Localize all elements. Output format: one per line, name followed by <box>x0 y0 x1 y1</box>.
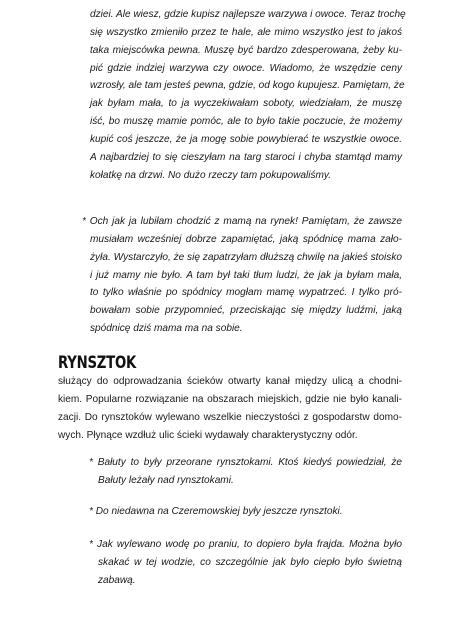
text-line: musiałam wcześniej dobrze zapamiętać, jaką spódnicę mama zało- <box>90 233 402 245</box>
quote-paragraph-czeremowska <box>89 503 402 521</box>
text-line: taka miejscówka pewna. Muszę być bardzo zdesperowana, żeby ku- <box>90 44 402 56</box>
quote-paragraph-laundry-water <box>89 536 402 590</box>
text-line: się wszystko zmieniło przez te hale, ale mimo wszystko jest to jakoś <box>90 26 402 38</box>
text-line: * Do niedawna na Czeremowskiej były jeszcze rynsztoki. <box>89 506 343 517</box>
entry-definition <box>58 373 402 444</box>
text-line: i już mamy nie było. A tam był taki tłum ludzi, że jak ja byłam mała, <box>90 269 402 281</box>
quote-paragraph-market <box>90 6 406 184</box>
quote-paragraph-baluty <box>89 454 402 490</box>
text-line: bowałam sobie przypomnieć, przeciskając się między ludźmi, jaką <box>90 305 402 317</box>
text-line: to tylko właśnie po spódnicy mogłam mamę wypatrzeć. I tylko pró- <box>90 287 402 299</box>
text-line: kiem. Popularne rozwiązanie na obszarach miejskich, gdzie nie było kanali- <box>58 393 402 405</box>
text-line: dziei. Ale wiesz, gdzie kupisz najlepsze warzywa i owoce. Teraz trochę <box>90 9 406 20</box>
text-line: wych. Płynące wzdłuż ulic ścieki wydawały charakterystyczny odór. <box>58 429 358 441</box>
quote-paragraph-skirt <box>82 213 402 338</box>
text-line: kupić coś jeszcze, że ja mogę sobie powybierać te wszystkie owoce. <box>90 133 402 145</box>
text-line: wzrosły, ale tam jesteś pewna, gdzie, od kogo kupujesz. Pamiętam, że <box>90 80 405 92</box>
text-line: spódnicę dziś mama ma na sobie. <box>90 323 243 335</box>
text-line: żyła. Wystarczyło, że się zapatrzyłam dłuższą chwilę na jakieś stoisko <box>90 251 402 263</box>
text-line: * Jak wylewano wodę po praniu, to dopiero była frajda. Można było <box>89 539 402 550</box>
text-line: skakać w tej wodzie, co szczególnie jak było ciepło było świetną <box>98 556 402 568</box>
text-line: jak byłam mała, to ja wyczekiwałam soboty, wiedziałam, że muszę <box>90 98 402 110</box>
text-line: pić gdzie indziej warzywa czy owoce. Wiadomo, że wszędzie ceny <box>90 62 402 74</box>
text-line: zabawą. <box>98 574 136 586</box>
text-line: kołatkę na drzwi. No dużo rzeczy tam pokupowaliśmy. <box>90 169 332 181</box>
text-line: zacji. Do rynsztoków wylewano wszelkie nieczystości z gospodarstw domo- <box>58 411 402 423</box>
text-line: * Bałuty to były przeorane rynsztokami. Ktoś kiedyś powiedział, że <box>89 457 402 468</box>
entry-heading: RYNSZTOK <box>58 353 137 373</box>
text-line: Bałuty leżały nad rynsztokami. <box>98 474 234 486</box>
text-line: iść, bo muszę mamie pomóc, ale to było takie poczucie, że możemy <box>90 116 402 128</box>
text-line: * Och jak ja lubiłam chodzić z mamą na rynek! Pamiętam, że zawsze <box>82 216 402 227</box>
text-line: służący do odprowadzania ścieków otwarty kanał między ulicą a chodni- <box>58 376 402 387</box>
text-line: A najbardziej to się cieszyłam na targ staroci i chyba stamtąd mamy <box>90 151 402 163</box>
